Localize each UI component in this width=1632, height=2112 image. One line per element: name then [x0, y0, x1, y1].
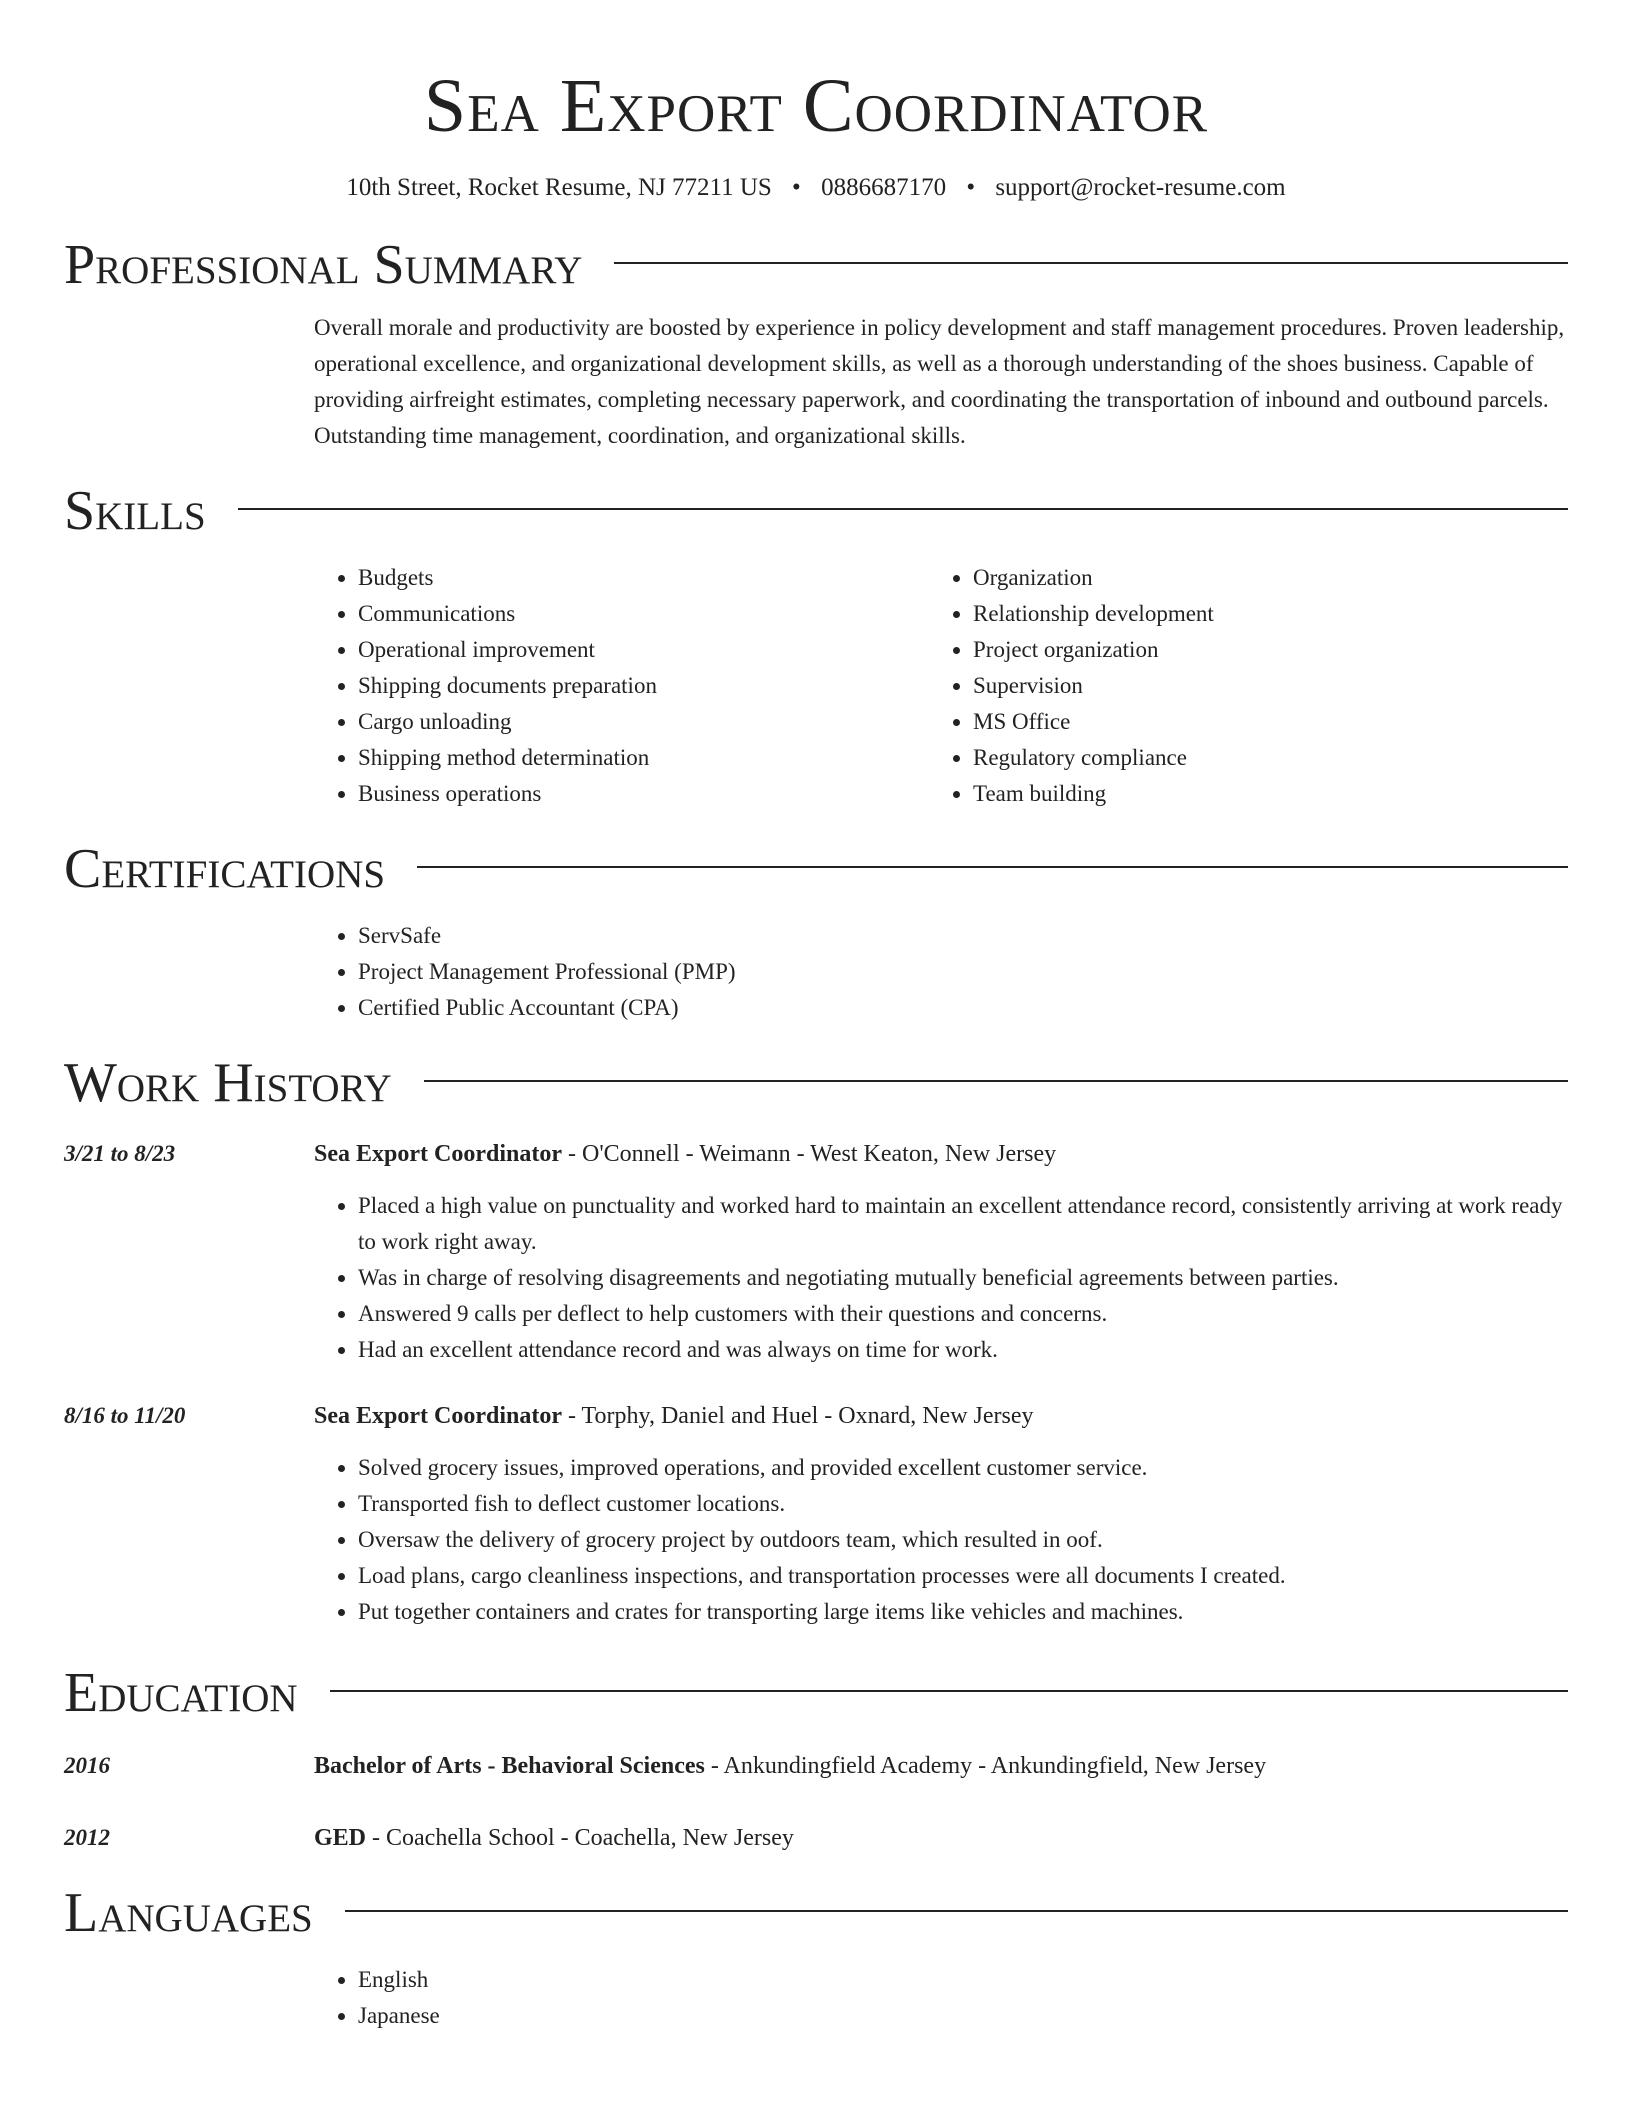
- education-title: Education: [64, 1662, 298, 1724]
- contact-email: support@rocket-resume.com: [995, 174, 1286, 201]
- summary-text: Overall morale and productivity are boosted by experience in policy development and staff management procedures. Proven leadership, operational excellence, and organizational development skills, as well as a thorough understanding of the shoes business. Capable of providing airfreight estimates, completing necessary paperwork, and coordinating the transportation of inbound and outbound parcels. Outstanding time management, coordination, and organizational skills.: [314, 315, 1565, 448]
- languages-list: [314, 1962, 1568, 2034]
- certifications-section-header: [64, 836, 1568, 902]
- skill-item: • Budgets: [358, 560, 929, 596]
- skill-item: • Organization: [973, 560, 1544, 596]
- job-bullets: [314, 1188, 1568, 1368]
- job-bullet: • Had an excellent attendance record and was always on time for work.: [358, 1332, 1568, 1368]
- skill-item: • Shipping method determination: [358, 740, 929, 776]
- section-divider: [417, 866, 1568, 868]
- certification-item: • Project Management Professional (PMP): [358, 954, 1568, 990]
- education-school: - Ankundingfield Academy - Ankundingfield, New Jersey: [704, 1753, 1267, 1779]
- job-bullet: • Placed a high value on punctuality and worked hard to maintain an excellent attendance record, consistently arriving at work ready to work right away.: [358, 1188, 1568, 1260]
- education-heading: [314, 1820, 1568, 1856]
- education-section-header: [64, 1660, 1568, 1726]
- skill-item: • Team building: [973, 776, 1544, 812]
- job-body: [314, 1136, 1568, 1368]
- job-bullet: • Put together containers and crates for transporting large items like vehicles and machines.: [358, 1594, 1568, 1630]
- job-entry: [64, 1398, 1568, 1630]
- skill-item: • Shipping documents preparation: [358, 668, 929, 704]
- job-role: Sea Export Coordinator: [314, 1141, 562, 1167]
- skills-column-right: [929, 560, 1544, 812]
- skill-item: • Cargo unloading: [358, 704, 929, 740]
- work-section-header: [64, 1050, 1568, 1116]
- job-body: [314, 1398, 1568, 1630]
- section-divider: [345, 1910, 1568, 1912]
- certifications-list: [314, 918, 1568, 1026]
- education-degree: GED: [314, 1825, 367, 1851]
- candidate-name: Sea Export Coordinator: [423, 64, 1209, 148]
- skills-column-left: [314, 560, 929, 812]
- job-heading: [314, 1136, 1568, 1172]
- certification-item: • ServSafe: [358, 918, 1568, 954]
- contact-address: 10th Street, Rocket Resume, NJ 77211 US: [346, 174, 772, 201]
- education-entry: [64, 1748, 1568, 1784]
- skill-item: • Project organization: [973, 632, 1544, 668]
- education-heading: [314, 1748, 1568, 1784]
- job-heading: [314, 1398, 1568, 1434]
- job-bullet: • Oversaw the delivery of grocery project by outdoors team, which resulted in oof.: [358, 1522, 1568, 1558]
- job-dates: 8/16 to 11/20: [64, 1403, 186, 1428]
- skill-item: • Supervision: [973, 668, 1544, 704]
- languages-title: Languages: [64, 1882, 313, 1944]
- contact-separator: •: [966, 174, 976, 201]
- summary-section-header: [64, 232, 1568, 298]
- job-entry: [64, 1136, 1568, 1368]
- education-year: 2016: [64, 1753, 110, 1778]
- job-role: Sea Export Coordinator: [314, 1403, 562, 1429]
- languages-section-header: [64, 1880, 1568, 1946]
- section-divider: [330, 1690, 1568, 1692]
- certification-item: • Certified Public Accountant (CPA): [358, 990, 1568, 1026]
- contact-phone: 0886687170: [821, 174, 947, 201]
- job-bullet: • Solved grocery issues, improved operations, and provided excellent customer service.: [358, 1450, 1568, 1486]
- job-bullet: • Answered 9 calls per deflect to help customers with their questions and concerns.: [358, 1296, 1568, 1332]
- section-divider: [238, 508, 1568, 510]
- section-divider: [424, 1080, 1568, 1082]
- skill-item: • Operational improvement: [358, 632, 929, 668]
- skill-item: • Regulatory compliance: [973, 740, 1544, 776]
- contact-separator: •: [792, 174, 801, 201]
- job-bullet: • Was in charge of resolving disagreements and negotiating mutually beneficial agreements between parties.: [358, 1260, 1568, 1296]
- section-divider: [614, 262, 1568, 264]
- education-year: 2012: [64, 1825, 110, 1850]
- education-school: - Coachella School - Coachella, New Jersey: [366, 1825, 794, 1851]
- job-employer: - O'Connell - Weimann - West Keaton, New Jersey: [562, 1141, 1057, 1167]
- skills-list: [314, 560, 1568, 812]
- skill-item: • Communications: [358, 596, 929, 632]
- job-bullet: • Load plans, cargo cleanliness inspections, and transportation processes were all documents I created.: [358, 1558, 1568, 1594]
- skills-title: Skills: [64, 480, 206, 542]
- skill-item: • MS Office: [973, 704, 1544, 740]
- contact-line: [64, 172, 1568, 204]
- education-entry: [64, 1820, 1568, 1856]
- education-degree: Bachelor of Arts - Behavioral Sciences: [314, 1753, 705, 1779]
- work-title: Work History: [64, 1052, 392, 1114]
- language-item: • English: [358, 1962, 1568, 1998]
- job-bullets: [314, 1450, 1568, 1630]
- language-item: • Japanese: [358, 1998, 1568, 2034]
- certifications-title: Certifications: [64, 838, 386, 900]
- summary-title: Professional Summary: [64, 234, 583, 296]
- skills-section-header: [64, 478, 1568, 544]
- job-dates: 3/21 to 8/23: [64, 1141, 176, 1166]
- skill-item: • Business operations: [358, 776, 929, 812]
- job-bullet: • Transported fish to deflect customer locations.: [358, 1486, 1568, 1522]
- skill-item: • Relationship development: [973, 596, 1544, 632]
- job-employer: - Torphy, Daniel and Huel - Oxnard, New Jersey: [562, 1403, 1034, 1429]
